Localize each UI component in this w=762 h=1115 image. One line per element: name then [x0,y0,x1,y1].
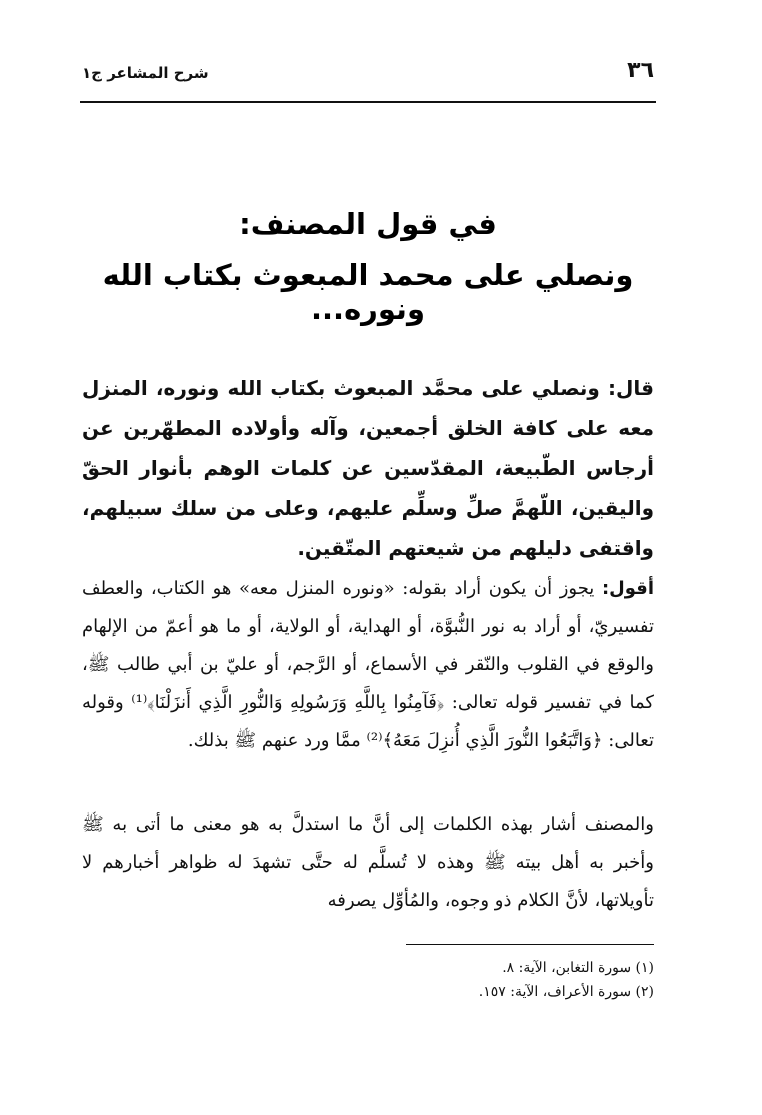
running-title: شرح المشاعر ج١ [82,64,209,82]
commentary-paragraph [82,570,654,760]
footnote-1: (١) سورة التغابن، الآية: ٨. [502,960,654,976]
third-paragraph: والمصنف أشار بهذه الكلمات إلى أنَّ ما استدلَّ به هو معنى ما أتى به ﷺ وأخبر به أهل بيته ﷺ وهذه لا تُسلَّم له حتَّى تشهدَ له ظواهر أخبارهم لا تأويلاتها، لأنَّ الكلام ذو وجوه، والمُأوِّل يصرفه [82,814,654,911]
commentary-lead: أقول: [601,578,654,599]
header-divider [80,101,656,103]
footnote-divider [406,944,654,945]
page-number: ٣٦ [627,58,654,83]
author-quote-paragraph: قال: ونصلي على محمَّد المبعوث بكتاب الله ونوره، المنزل معه على كافة الخلق أجمعين، وآله وأولاده المطهّرين عن أرجاس الطّبيعة، المقدّسين عن كلمات الوهم بأنوار الحقّ واليقين، اللّهمَّ صلِّ وسلِّم عليهم، وعلى من سلك سبيلهم، واقتفى دليلهم من شيعتهم المتّقين. [82,376,654,560]
section-heading-line-1: في قول المصنف: [239,207,497,241]
commentary-text: يجوز أن يكون أراد بقوله: «ونوره المنزل معه» هو الكتاب، والعطف تفسيريّ، أو أراد به نور النُّبوَّة، أو الهداية، أو الولاية، أو ما هو أعمّ من الإلهام والوقع في القلوب والنّقر في الأسماع، أو الرَّجم، أو عليّ بن أبي طالب ﷺ، كما في تفسير قوله تعالى: ﴿فَآمِنُوا بِاللَّهِ وَرَسُولِهِ وَالنُّورِ الَّذِي أَنزَلْنَا﴾⁽¹⁾ وقوله تعالى: ﴿وَاتَّبَعُوا النُّورَ الَّذِي أُنزِلَ مَعَهُ﴾⁽²⁾ ممَّا ورد عنهم ﷺ بذلك. [82,578,654,751]
footnote-2: (٢) سورة الأعراف، الآية: ١٥٧. [478,984,654,1000]
section-heading-line-2: ونصلي على محمد المبعوث بكتاب الله ونوره... [102,258,634,326]
footnotes [300,956,654,1004]
page-header [82,58,654,88]
